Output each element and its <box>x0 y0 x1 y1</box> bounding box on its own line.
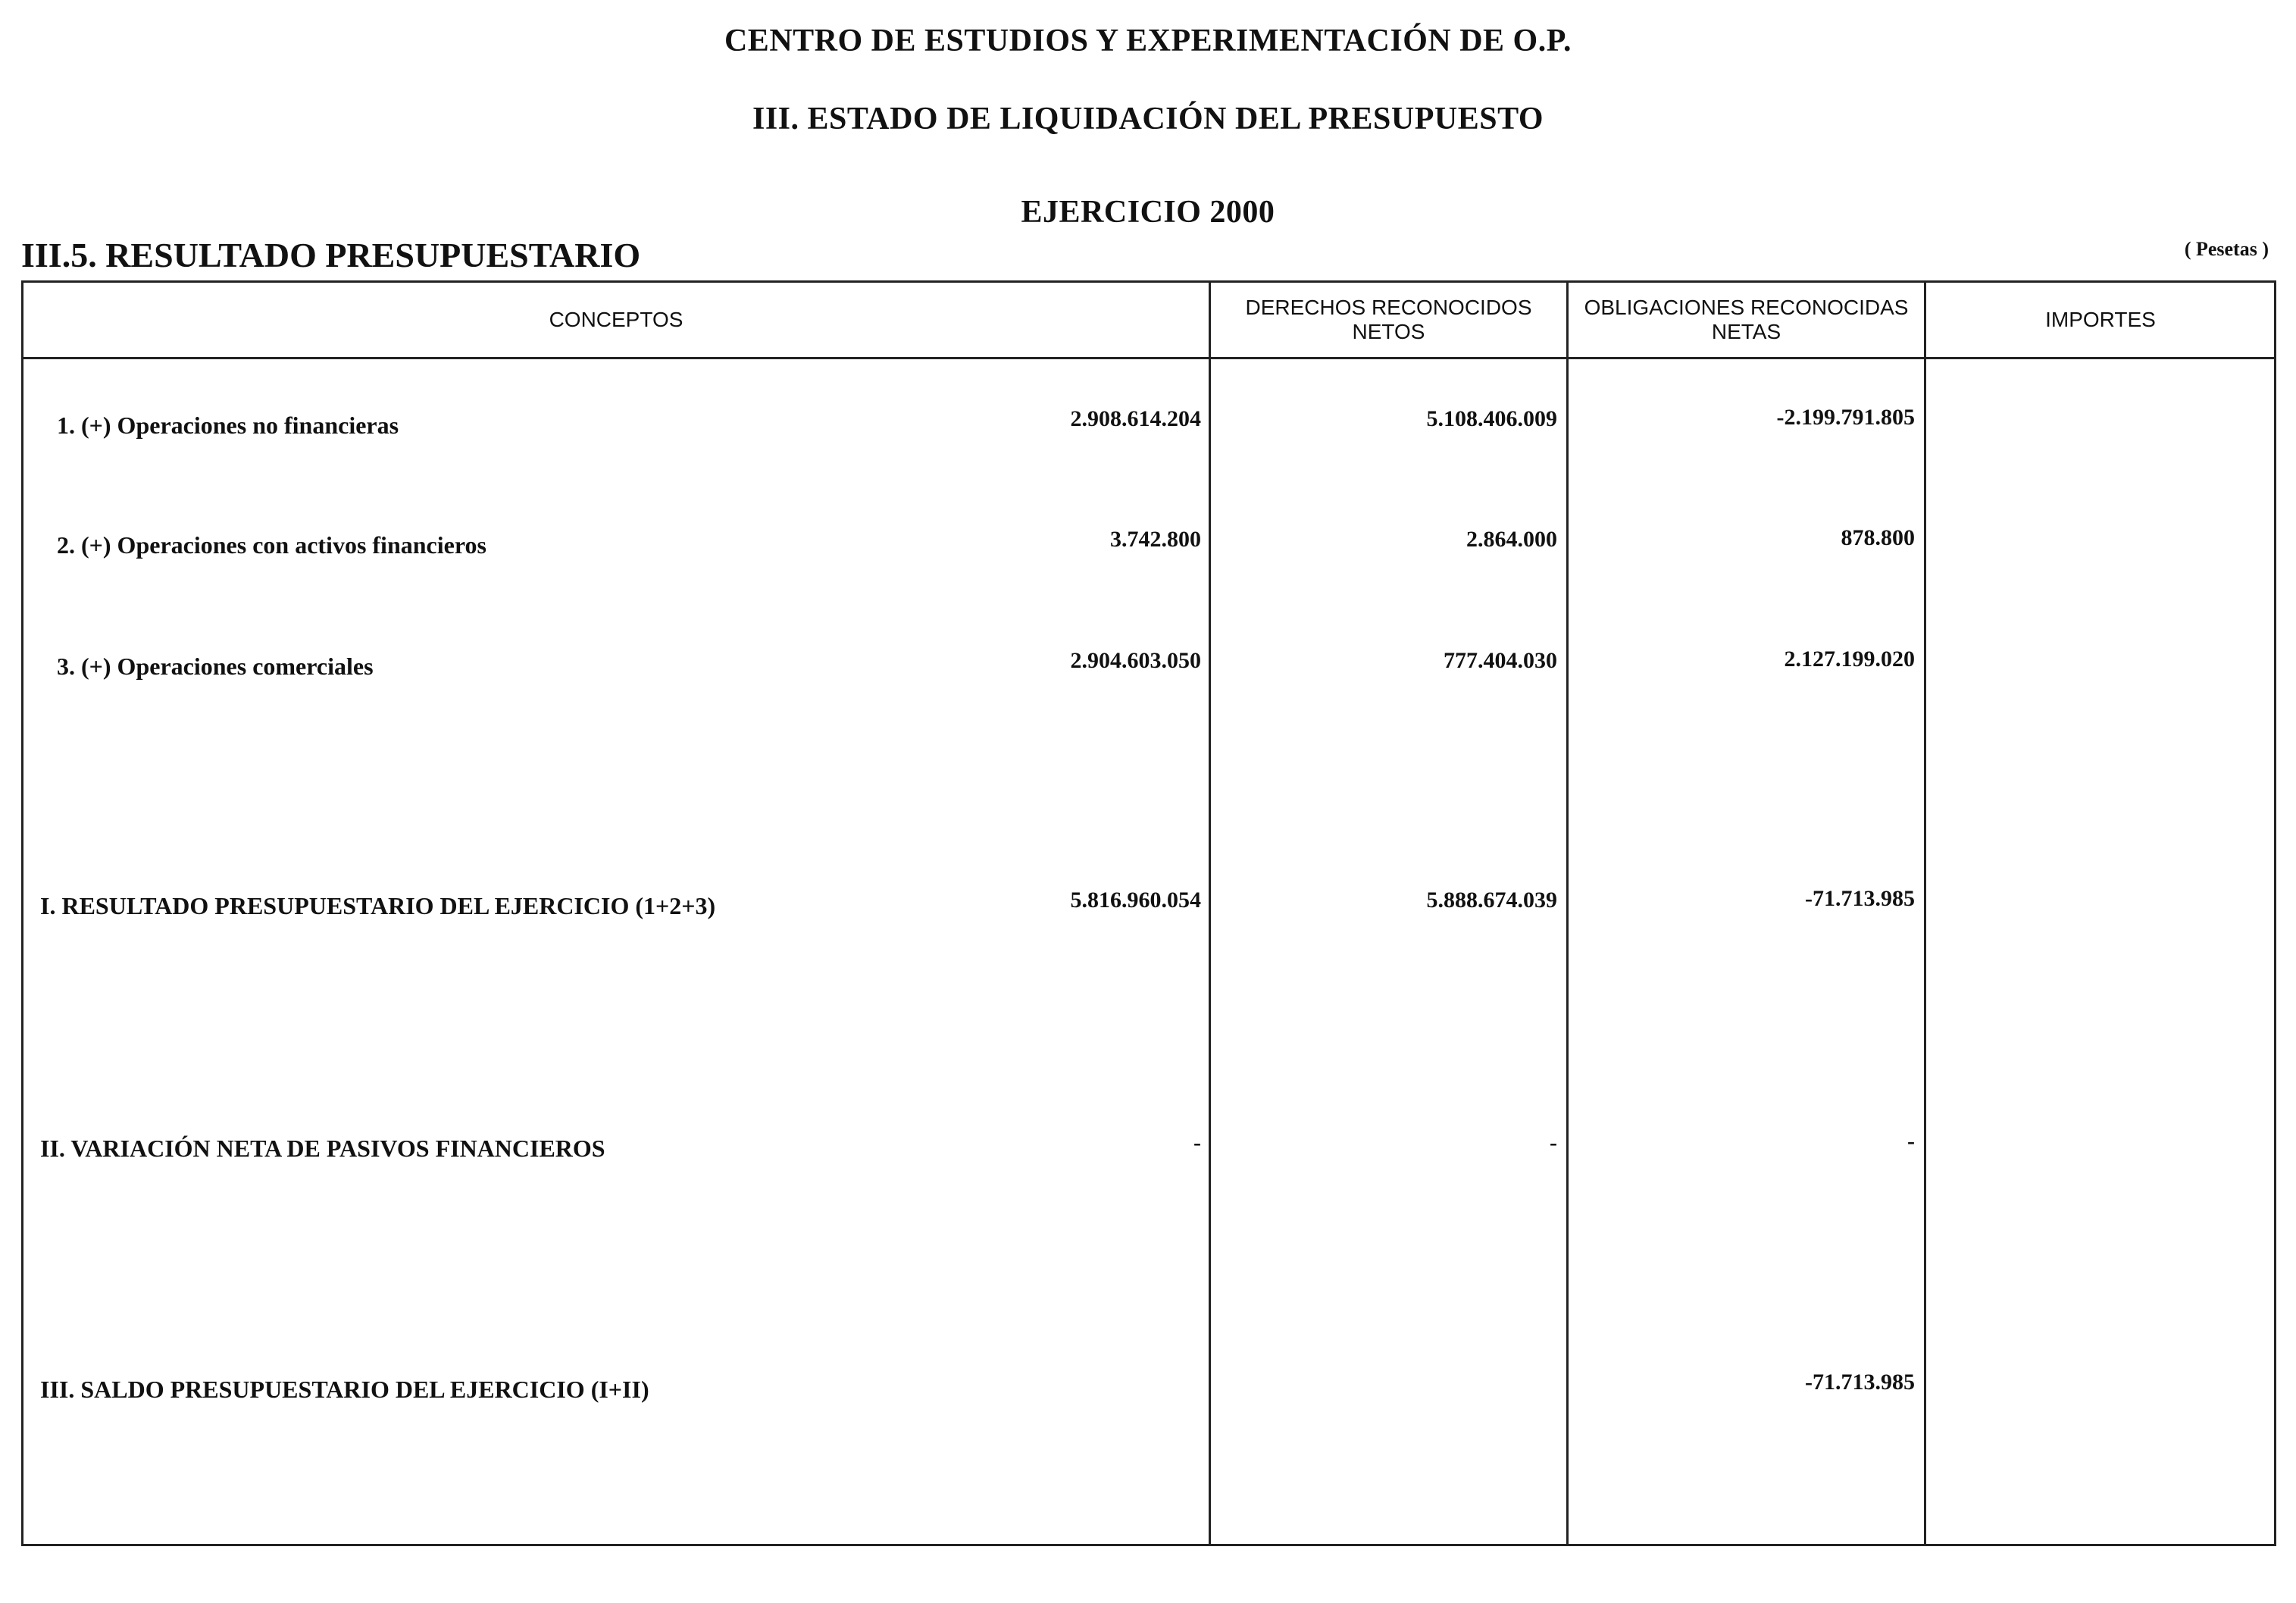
row-obligations-value: 777.404.030 <box>1444 648 1557 673</box>
budget-result-table <box>21 280 2276 1546</box>
row-amount-value: -71.713.985 <box>1805 1370 1915 1395</box>
column-divider <box>1566 283 1569 1544</box>
row-concept: II. VARIACIÓN NETA DE PASIVOS FINANCIEROS <box>40 1135 605 1162</box>
row-amount-value: -2.199.791.805 <box>1776 405 1915 430</box>
column-divider <box>1924 283 1926 1544</box>
row-concept: 1. (+) Operaciones no financieras <box>57 412 399 439</box>
currency-unit-label: ( Pesetas ) <box>2184 238 2269 260</box>
row-concept: III. SALDO PRESUPUESTARIO DEL EJERCICIO (I+II) <box>40 1376 649 1403</box>
row-obligations-value: 2.864.000 <box>1466 527 1557 552</box>
row-amount-value: - <box>1907 1129 1915 1154</box>
column-header-rights: DERECHOS RECONOCIDOS NETOS <box>1245 296 1532 343</box>
row-amount-value: -71.713.985 <box>1805 886 1915 911</box>
row-rights-value: - <box>1193 1130 1201 1155</box>
row-concept: 3. (+) Operaciones comerciales <box>57 653 374 680</box>
column-header-obligations: OBLIGACIONES RECONOCIDAS NETAS <box>1584 296 1909 343</box>
row-obligations-value: 5.888.674.039 <box>1426 888 1557 913</box>
row-obligations-value: 5.108.406.009 <box>1426 406 1557 431</box>
row-rights-value: 2.904.603.050 <box>1070 648 1201 673</box>
statement-title: III. ESTADO DE LIQUIDACIÓN DEL PRESUPUESTO <box>752 102 1544 136</box>
column-header-concepts: CONCEPTOS <box>549 308 683 331</box>
column-divider <box>1209 283 1211 1544</box>
row-amount-value: 2.127.199.020 <box>1784 647 1915 672</box>
row-obligations-value: - <box>1550 1130 1557 1155</box>
column-header-amounts: IMPORTES <box>2045 308 2156 331</box>
row-rights-value: 5.816.960.054 <box>1070 888 1201 913</box>
fiscal-year-title: EJERCICIO 2000 <box>1021 195 1275 230</box>
row-rights-value: 2.908.614.204 <box>1070 406 1201 431</box>
row-concept: 2. (+) Operaciones con activos financieros <box>57 531 486 559</box>
row-concept: I. RESULTADO PRESUPUESTARIO DEL EJERCICIO (1+2+3) <box>40 892 716 919</box>
row-amount-value: 878.800 <box>1841 525 1915 550</box>
header-divider <box>23 357 2274 359</box>
row-rights-value: 3.742.800 <box>1110 527 1201 552</box>
organization-title: CENTRO DE ESTUDIOS Y EXPERIMENTACIÓN DE O.P. <box>724 23 1572 58</box>
section-title: III.5. RESULTADO PRESUPUESTARIO <box>21 236 641 274</box>
